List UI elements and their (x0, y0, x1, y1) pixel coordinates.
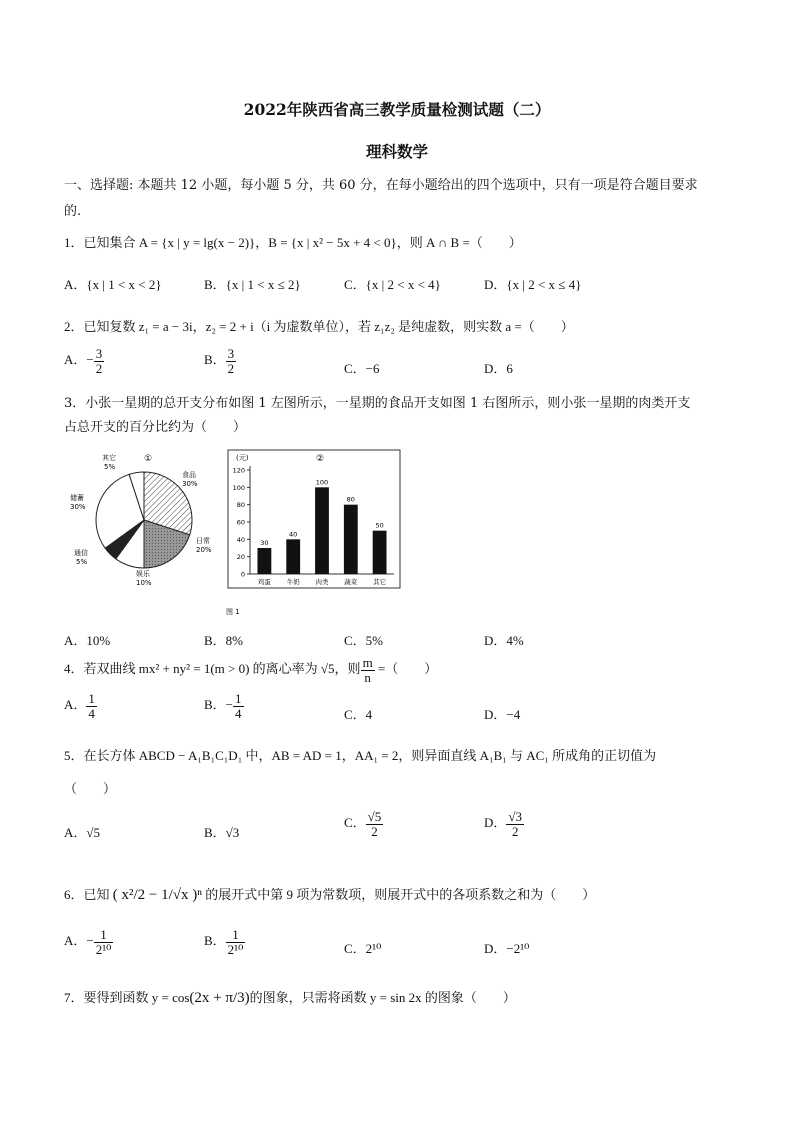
question-6-option-c: C．2¹⁰ (344, 941, 382, 956)
question-2-option-a: A．− $\frac{3}{2}$ (64, 346, 103, 376)
pie-title: ① (144, 454, 153, 464)
question-6-option-d: D．−2¹⁰ (484, 941, 530, 956)
question-1-text: 1．已知集合 A = {x | y = lg(x − 2)}，B = {x | x² − 5x + 4 < 0}，则 A ∩ B =（ ） (64, 235, 522, 250)
y-tick-label: 120 (232, 466, 245, 475)
page-subtitle: 理科数学 (365, 142, 428, 161)
question-5-option-c: C． $\frac{√5}{2}$ (344, 809, 382, 839)
x-tick-label: 鸡蛋 (257, 578, 271, 586)
y-tick-label: 0 (240, 570, 245, 579)
y-tick-label: 60 (236, 518, 245, 527)
question-3-option-b: B．8% (204, 633, 244, 648)
question-3-option-a: A．10% (64, 633, 111, 648)
bar-value-label: 80 (346, 495, 355, 504)
question-2-option-b: B． $\frac{3}{2}$ (204, 346, 235, 376)
pie-label-other: 其它 (102, 454, 116, 462)
bar-value-label: 50 (375, 521, 384, 530)
question-7-text: 7．要得到函数 y = cos(2x + π/3)的图象，只需将函数 y = sin 2x 的图象（ ） (64, 990, 516, 1006)
pie-pct-other: 5% (104, 463, 116, 471)
question-2-text: 2．已知复数 z₁ = a − 3i，z₂ = 2 + i（i 为虚数单位），若 z₁z₂ 是纯虚数，则实数 a =（ ） (64, 319, 574, 334)
bar-chart-ylabel: (元) (236, 454, 249, 462)
pie-label-savings: 储蓄 (70, 494, 84, 502)
section-instructions-line2: 的. (64, 204, 82, 219)
bar-4 (373, 531, 387, 574)
y-tick-label: 20 (236, 553, 245, 562)
question-5-option-d: D． $\frac{√3}{2}$ (484, 809, 523, 839)
pie-pct-ent: 10% (136, 579, 152, 587)
question-3-line2: 占总开支的百分比约为（ ） (64, 420, 247, 435)
bar-chart-title: ② (316, 454, 325, 464)
figure-caption: 图 1 (226, 608, 240, 616)
question-1-option-c: C．{x | 2 < x < 4} (344, 277, 441, 292)
bar-3 (344, 505, 358, 574)
question-2-option-c: C．−6 (344, 361, 380, 376)
bar-0 (257, 548, 271, 574)
pie-label-ent: 娱乐 (136, 570, 150, 578)
question-6-expression: ( x²/2 − 1/√x )ⁿ (112, 887, 203, 903)
question-2-option-d: D．6 (484, 361, 513, 376)
question-4-option-b: B．− $\frac{1}{4}$ (204, 691, 242, 721)
question-4-text: 4．若双曲线 mx² + ny² = 1(m > 0) 的离心率为 √5，则 $\frac{m}{n}$ =（ ） (64, 655, 438, 685)
bar-1 (286, 539, 300, 574)
question-3-line1: 3．小张一星期的总开支分布如图 1 左图所示，一星期的食品开支如图 1 右图所示，则小张一星期的肉类开支 (64, 396, 691, 411)
pie-chart (70, 453, 212, 587)
question-7-expression: (2x + π/3) (189, 990, 250, 1006)
bar-value-label: 100 (315, 478, 329, 487)
bar-value-label: 40 (289, 530, 298, 539)
pie-pct-daily: 20% (196, 546, 212, 554)
question-1-option-b: B．{x | 1 < x ≤ 2} (204, 277, 301, 292)
bar-2 (315, 487, 329, 574)
pie-pct-food: 30% (182, 480, 198, 488)
page-title: 2022年陕西省高三教学质量检测试题（二） (243, 100, 551, 119)
question-6-option-b: B． $\frac{1}{\text{2¹⁰}}$ (204, 927, 244, 957)
pie-label-food: 食品 (182, 471, 196, 479)
figure-1 (64, 446, 414, 622)
pie-pct-savings: 30% (70, 503, 86, 511)
question-5-option-b: B．√3 (204, 825, 240, 840)
question-5-line1: 5．在长方体 ABCD − A₁B₁C₁D₁ 中，AB = AD = 1，AA₁ = 2，则异面直线 A₁B₁ 与 AC₁ 所成角的正切值为 (64, 748, 657, 763)
question-3-option-d: D．4% (484, 633, 524, 648)
y-tick-label: 40 (236, 535, 245, 544)
question-5-line2: （ ） (64, 782, 117, 797)
question-4-option-a: A． $\frac{1}{4}$ (64, 691, 95, 721)
question-3-option-c: C．5% (344, 633, 384, 648)
pie-pct-comm: 5% (76, 558, 88, 566)
y-tick-label: 80 (236, 501, 245, 510)
question-6-text: 6．已知 ( x²/2 − 1/√x )ⁿ 的展开式中第 9 项为常数项，则展开式中的各项系数之和为（ ） (64, 887, 596, 903)
question-6-option-a: A．− $\frac{1}{\text{2¹⁰}}$ (64, 927, 112, 957)
question-1-option-d: D．{x | 2 < x ≤ 4} (484, 277, 582, 292)
x-tick-label: 其它 (373, 578, 387, 586)
x-tick-label: 蔬菜 (344, 578, 358, 586)
pie-label-daily: 日常 (196, 537, 210, 545)
x-tick-label: 牛奶 (286, 578, 300, 586)
bar-chart (228, 450, 400, 588)
question-4-option-c: C．4 (344, 707, 373, 722)
question-1-option-a: A．{x | 1 < x < 2} (64, 277, 162, 292)
y-tick-label: 100 (232, 483, 245, 492)
x-tick-label: 肉类 (315, 578, 329, 586)
pie-label-comm: 通信 (74, 549, 88, 557)
section-instructions-line1: 一、选择题: 本题共 12 小题，每小题 5 分，共 60 分，在每小题给出的四个选项中，只有一项是符合题目要求 (64, 178, 698, 193)
question-4-option-d: D．−4 (484, 707, 521, 722)
bar-value-label: 30 (260, 539, 269, 547)
question-5-option-a: A．√5 (64, 825, 101, 840)
